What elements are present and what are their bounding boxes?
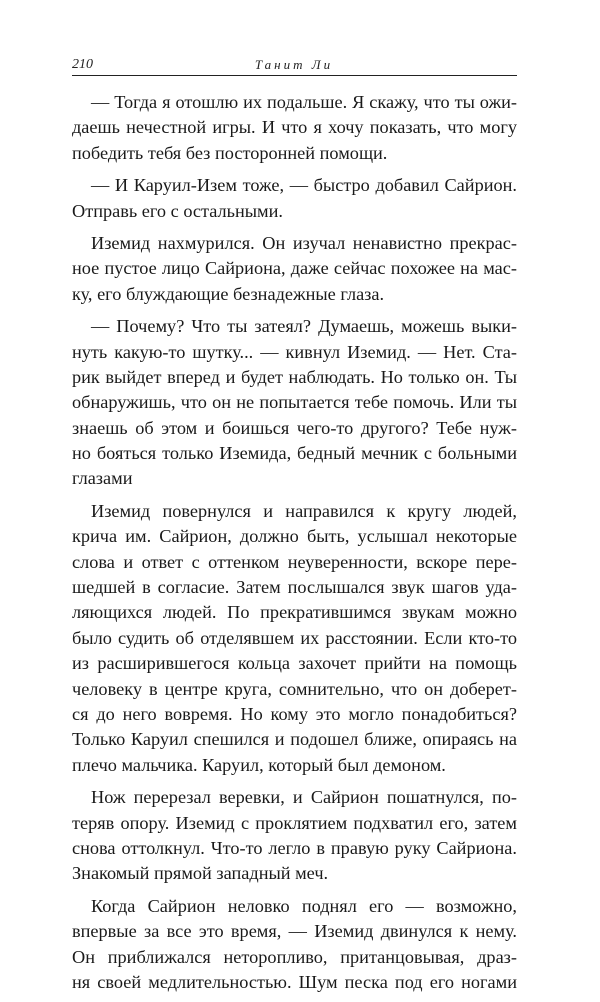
text-line: даешь нечестной игры. И что я хочу показать, что могу [72, 117, 517, 138]
paragraph [72, 90, 517, 166]
text-line: Когда Сайрион неловко поднял его — возможно, [91, 895, 517, 916]
paragraph [72, 894, 517, 996]
text-line: победить тебя без посторонней помощи. [72, 142, 388, 163]
text-line: Иземид нахмурился. Он изучал ненавистно прекрас- [91, 232, 517, 253]
text-line: Нож перерезал веревки, и Сайрион пошатнулся, по- [91, 787, 517, 808]
text-line: снова оттолкнул. Что-то легло в правую руку Сайриона. [72, 837, 517, 858]
text-line: из расширившегося кольца захочет прийти на помощь [72, 653, 517, 674]
text-line: Отправь его с остальными. [72, 200, 283, 221]
text-line: — Тогда я отошлю их подальше. Я скажу, что ты ожи- [91, 92, 517, 112]
text-line: нуть какую-то шутку... — кивнул Иземид. — Нет. Ста- [72, 341, 517, 362]
text-line: впервые за все это время, — Иземид двинулся к нему. [72, 921, 517, 942]
text-line: было судить об отделявшем их расстоянии. Если кто-то [72, 627, 517, 648]
text-line: теряв опору. Иземид с проклятием подхватил его, затем [72, 812, 517, 833]
paragraph [72, 499, 517, 778]
text-line: Знакомый прямой западный меч. [72, 863, 329, 884]
text-line: ляющихся людей. По прекратившимся звукам можно [72, 602, 517, 623]
text-line: но бояться только Иземида, бедный мечник с больными [72, 443, 517, 464]
running-head-author: Танит Ли [254, 57, 334, 72]
text-line: слова и ответ с оттенком неуверенности, вскоре пере- [72, 551, 517, 572]
text-line: рик выйдет вперед и будет наблюдать. Но только он. Ты [72, 366, 517, 387]
paragraph [72, 785, 517, 887]
paragraph [72, 314, 517, 492]
paragraph [72, 173, 517, 224]
text-line: ку, его блуждающие безнадежные глаза. [72, 283, 385, 304]
text-line: Только Каруил спешился и подошел ближе, опираясь на [72, 729, 517, 750]
text-line: плечо мальчика. Каруил, который был демоном. [72, 754, 446, 775]
text-line: — Почему? Что ты затеял? Думаешь, можешь выки- [91, 316, 517, 337]
text-line: Иземид повернулся и направился к кругу людей, [91, 500, 517, 521]
text-line: Он приближался неторопливо, пританцовывая, драз- [72, 946, 517, 967]
page-header [72, 46, 516, 76]
text-line: обнаружишь, что он не попытается тебе помочь. Или ты [72, 392, 517, 413]
text-line: — И Каруил-Изем тоже, — быстро добавил Сайрион. [91, 175, 517, 196]
text-line: шедшей в согласие. Затем послышался звук шагов уда- [72, 577, 517, 598]
header-rule [72, 75, 517, 76]
text-line: глазами [72, 468, 133, 489]
body-text [72, 90, 517, 1002]
text-line: человеку в центре круга, сомнительно, что он доберет- [72, 678, 517, 699]
page-number: 210 [72, 57, 93, 72]
text-line: знаешь об этом и боишься чего-то другого? Тебе нуж- [72, 417, 517, 438]
text-line: крича им. Сайрион, должно быть, услышал некоторые [72, 526, 517, 547]
text-line: ся до него вовремя. Но кому это могло понадобиться? [72, 703, 517, 724]
paragraph [72, 231, 517, 307]
text-line: ня своей медлительностью. Шум песка под его ногами [72, 971, 517, 992]
text-line: ное пустое лицо Сайриона, даже сейчас похожее на мас- [72, 258, 517, 279]
